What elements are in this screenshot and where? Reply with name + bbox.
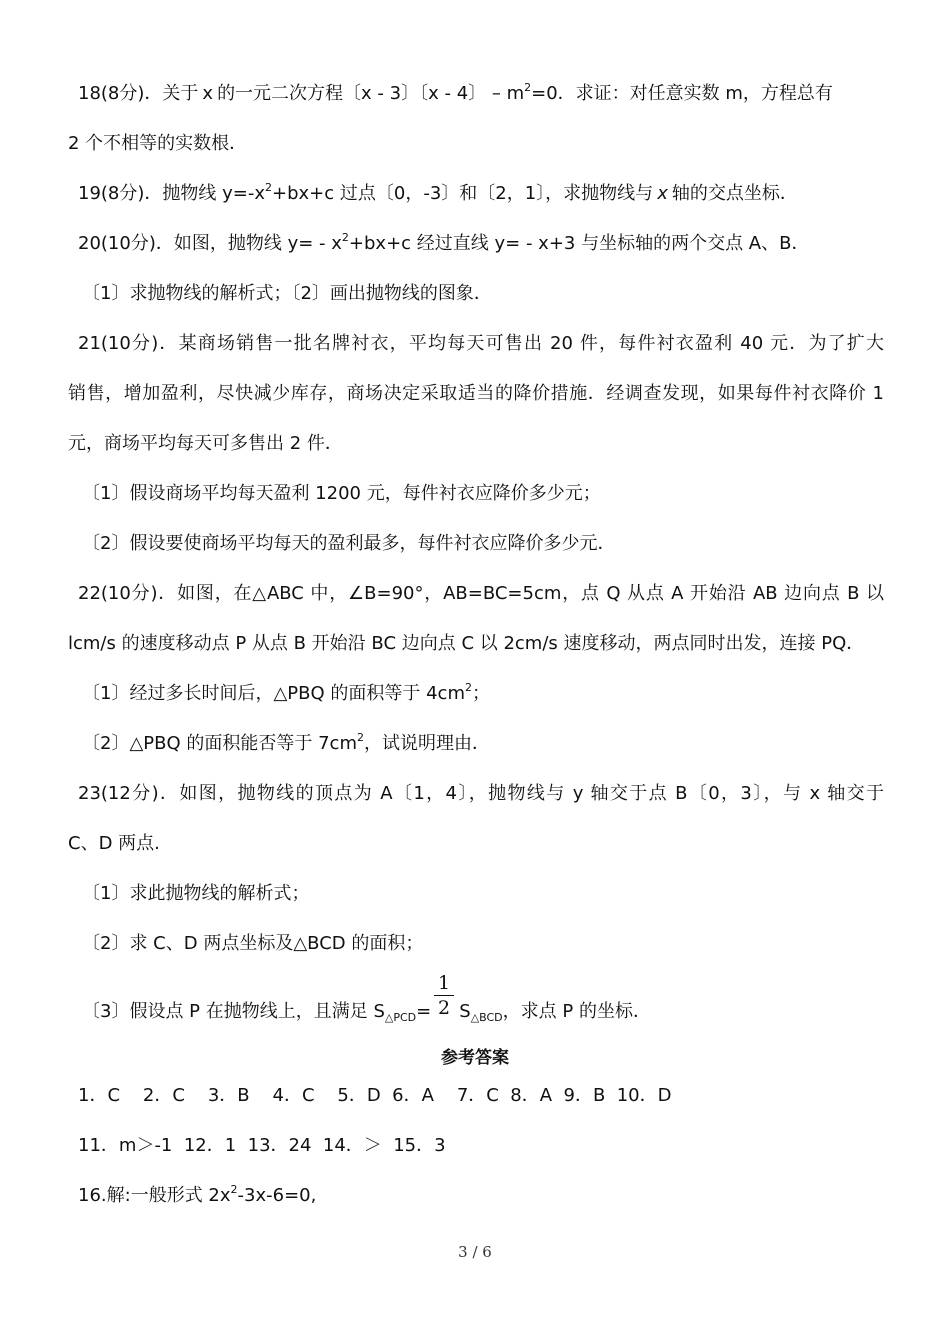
- question-21-line-1: 21(10分)．某商场销售一批名牌衬衣，平均每天可售出 20 件，每件衬衣盈利 40 元．为了扩大: [78, 333, 884, 354]
- q20-label: 20(10分)．如图，抛物线 y= - x: [78, 233, 342, 254]
- answers-row-1: 1．C 2．C 3．B 4．C 5．D 6．A 7．C 8．A 9．B 10．D: [78, 1085, 672, 1106]
- q19-label: 19(8分)．抛物线 y=-x: [78, 183, 266, 204]
- q22-sub1-end: ；: [472, 683, 490, 704]
- q23-sub3-subscript-2: △BCD: [470, 1011, 503, 1024]
- question-23-line-2: C、D 两点.: [68, 833, 160, 854]
- q22-sub2-exponent: 2: [357, 731, 364, 744]
- fraction-numerator: 1: [437, 972, 451, 994]
- question-21-line-3: 元，商场平均每天可多售出 2 件．: [68, 433, 343, 454]
- q20-exponent: 2: [341, 231, 349, 244]
- question-23-subpart-3: [82, 1000, 884, 1024]
- q18-label: 18(8分)．关于: [78, 83, 199, 104]
- q19-text-2: 轴的交点坐标．: [671, 183, 798, 204]
- q23-sub3-end: ，求点 P 的坐标．: [502, 1001, 651, 1022]
- answer-16-exponent: 2: [230, 1183, 238, 1196]
- q22-sub2-text: 〔2〕△PBQ 的面积能否等于 7cm: [82, 733, 357, 754]
- answer-16-end: -3x-6=0,: [237, 1185, 317, 1206]
- answers-heading: 参考答案: [441, 1048, 509, 1068]
- q23-sub3-equals: =: [416, 1001, 432, 1022]
- question-22-subpart-1: [82, 682, 884, 706]
- q22-sub1-text: 〔1〕经过多长时间后，△PBQ 的面积等于 4cm: [82, 683, 465, 704]
- q23-sub3-subscript-1: △PCD: [384, 1011, 417, 1024]
- question-18-line-1: [78, 82, 884, 106]
- q23-sub3-s: S: [459, 1001, 471, 1022]
- page-number: 3 / 6: [458, 1243, 492, 1261]
- question-21-subpart-2: 〔2〕假设要使商场平均每天的盈利最多，每件衬衣应降价多少元．: [82, 533, 616, 554]
- question-23-subpart-1: 〔1〕求此抛物线的解析式；: [82, 883, 310, 904]
- q23-sub3-text: 〔3〕假设点 P 在抛物线上，且满足 S: [82, 1001, 385, 1022]
- q18-variable: x: [202, 83, 214, 104]
- answers-row-3: [78, 1184, 884, 1208]
- question-18-line-2: 2 个不相等的实数根．: [68, 133, 248, 154]
- fraction-bar: [434, 995, 454, 996]
- answer-16-text: 16.解:一般形式 2x: [78, 1185, 231, 1206]
- q18-text-1: 的一元二次方程〔x - 3〕〔x - 4〕 – m: [217, 83, 525, 104]
- question-21-line-2: 销售，增加盈利，尽快减少库存，商场决定采取适当的降价措施．经调查发现，如果每件衬衣降价 1: [68, 383, 884, 404]
- q20-text: +bx+c 经过直线 y= - x+3 与坐标轴的两个交点 A、B．: [348, 233, 810, 254]
- question-23-line-1: 23(12分)．如图，抛物线的顶点为 A〔1，4〕，抛物线与 y 轴交于点 B〔0，3〕，与 x 轴交于: [78, 783, 884, 804]
- q19-text-1: +bx+c 过点〔0，-3〕和〔2，1〕，求抛物线与: [272, 183, 654, 204]
- q19-exponent: 2: [265, 181, 273, 194]
- question-21-subpart-1: 〔1〕假设商场平均每天盈利 1200 元，每件衬衣应降价多少元；: [82, 483, 601, 504]
- question-19-line: [78, 182, 884, 206]
- question-22-subpart-2: [82, 732, 884, 756]
- fraction-denominator: 2: [437, 997, 451, 1019]
- q18-exponent: 2: [524, 81, 532, 94]
- question-20-subparts: 〔1〕求抛物线的解析式；〔2〕画出抛物线的图象．: [82, 283, 492, 304]
- answers-row-2: 11．m＞-1 12．1 13．24 14．＞ 15．3: [78, 1135, 446, 1156]
- question-22-line-1: 22(10分)．如图，在△ABC 中，∠B=90°，AB=BC=5cm，点 Q 从点 A 开始沿 AB 边向点 B 以: [78, 583, 884, 604]
- q18-text-2: =0．求证：对任意实数 m，方程总有: [531, 83, 833, 104]
- question-20-line: [78, 232, 884, 256]
- question-23-subpart-2: 〔2〕求 C、D 两点坐标及△BCD 的面积；: [82, 933, 424, 954]
- question-22-line-2: lcm/s 的速度移动点 P 从点 B 开始沿 BC 边向点 C 以 2cm/s 速度移动，两点同时出发，连接 PQ．: [68, 633, 865, 654]
- q22-sub2-end: ，试说明理由．: [364, 733, 490, 754]
- fraction-one-half: [434, 972, 454, 1019]
- q22-sub1-exponent: 2: [465, 681, 472, 694]
- q19-variable: x: [657, 183, 668, 204]
